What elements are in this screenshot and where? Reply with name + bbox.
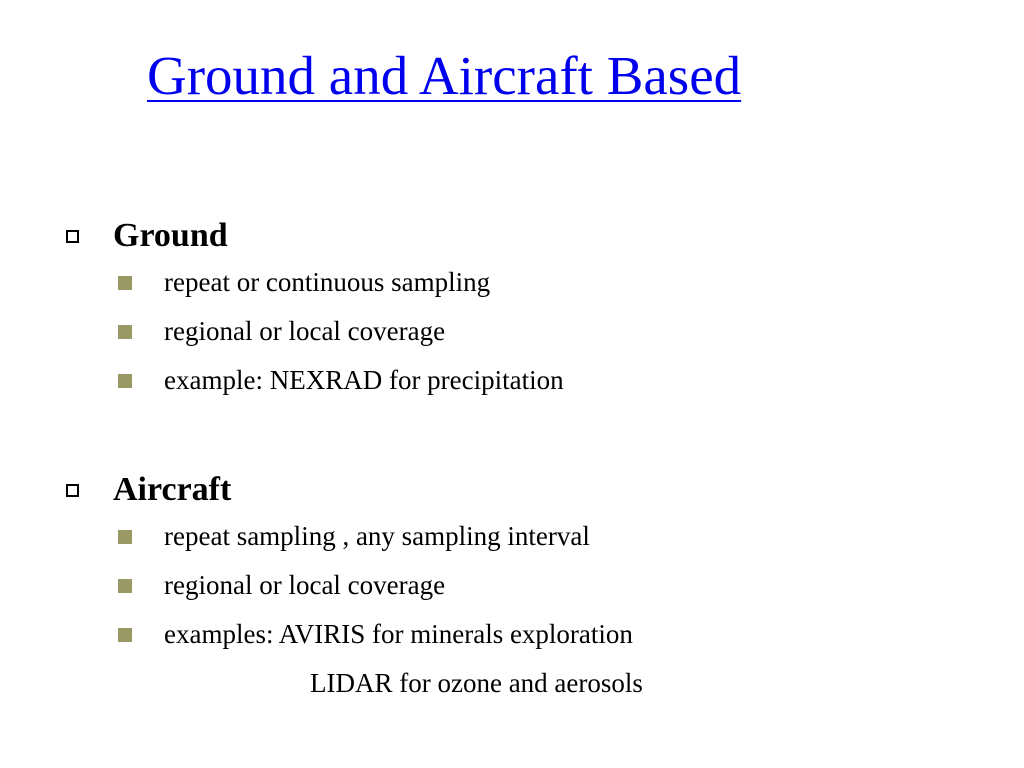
section-ground <box>66 214 564 405</box>
filled-square-bullet-icon <box>118 374 132 388</box>
list-item-text: repeat sampling , any sampling interval <box>164 521 590 551</box>
list-item <box>118 561 643 610</box>
aircraft-bullet-list <box>66 512 643 659</box>
list-item-text: regional or local coverage <box>164 570 446 600</box>
list-item <box>118 258 564 307</box>
list-item-text: repeat or continuous sampling <box>164 267 491 297</box>
filled-square-bullet-icon <box>118 579 132 593</box>
filled-square-bullet-icon <box>118 628 132 642</box>
section-aircraft <box>66 468 643 707</box>
list-item-continuation: LIDAR for ozone and aerosols <box>310 668 643 698</box>
filled-square-bullet-icon <box>118 530 132 544</box>
filled-square-bullet-icon <box>118 325 132 339</box>
section-label-ground: Ground <box>113 217 228 254</box>
hollow-square-bullet-icon <box>66 484 79 497</box>
section-label-aircraft: Aircraft <box>113 471 232 508</box>
list-item-text: regional or local coverage <box>164 316 446 346</box>
section-header <box>66 214 564 258</box>
hollow-square-bullet-icon <box>66 230 79 243</box>
list-item <box>118 307 564 356</box>
section-header <box>66 468 643 512</box>
slide-title-link[interactable]: Ground and Aircraft Based <box>147 45 742 106</box>
list-item-text: examples: AVIRIS for minerals exploration <box>164 619 633 649</box>
list-item <box>118 356 564 405</box>
filled-square-bullet-icon <box>118 276 132 290</box>
list-item <box>118 512 643 561</box>
list-item-text: example: NEXRAD for precipitation <box>164 365 564 395</box>
ground-bullet-list <box>66 258 564 405</box>
list-item <box>118 610 643 659</box>
